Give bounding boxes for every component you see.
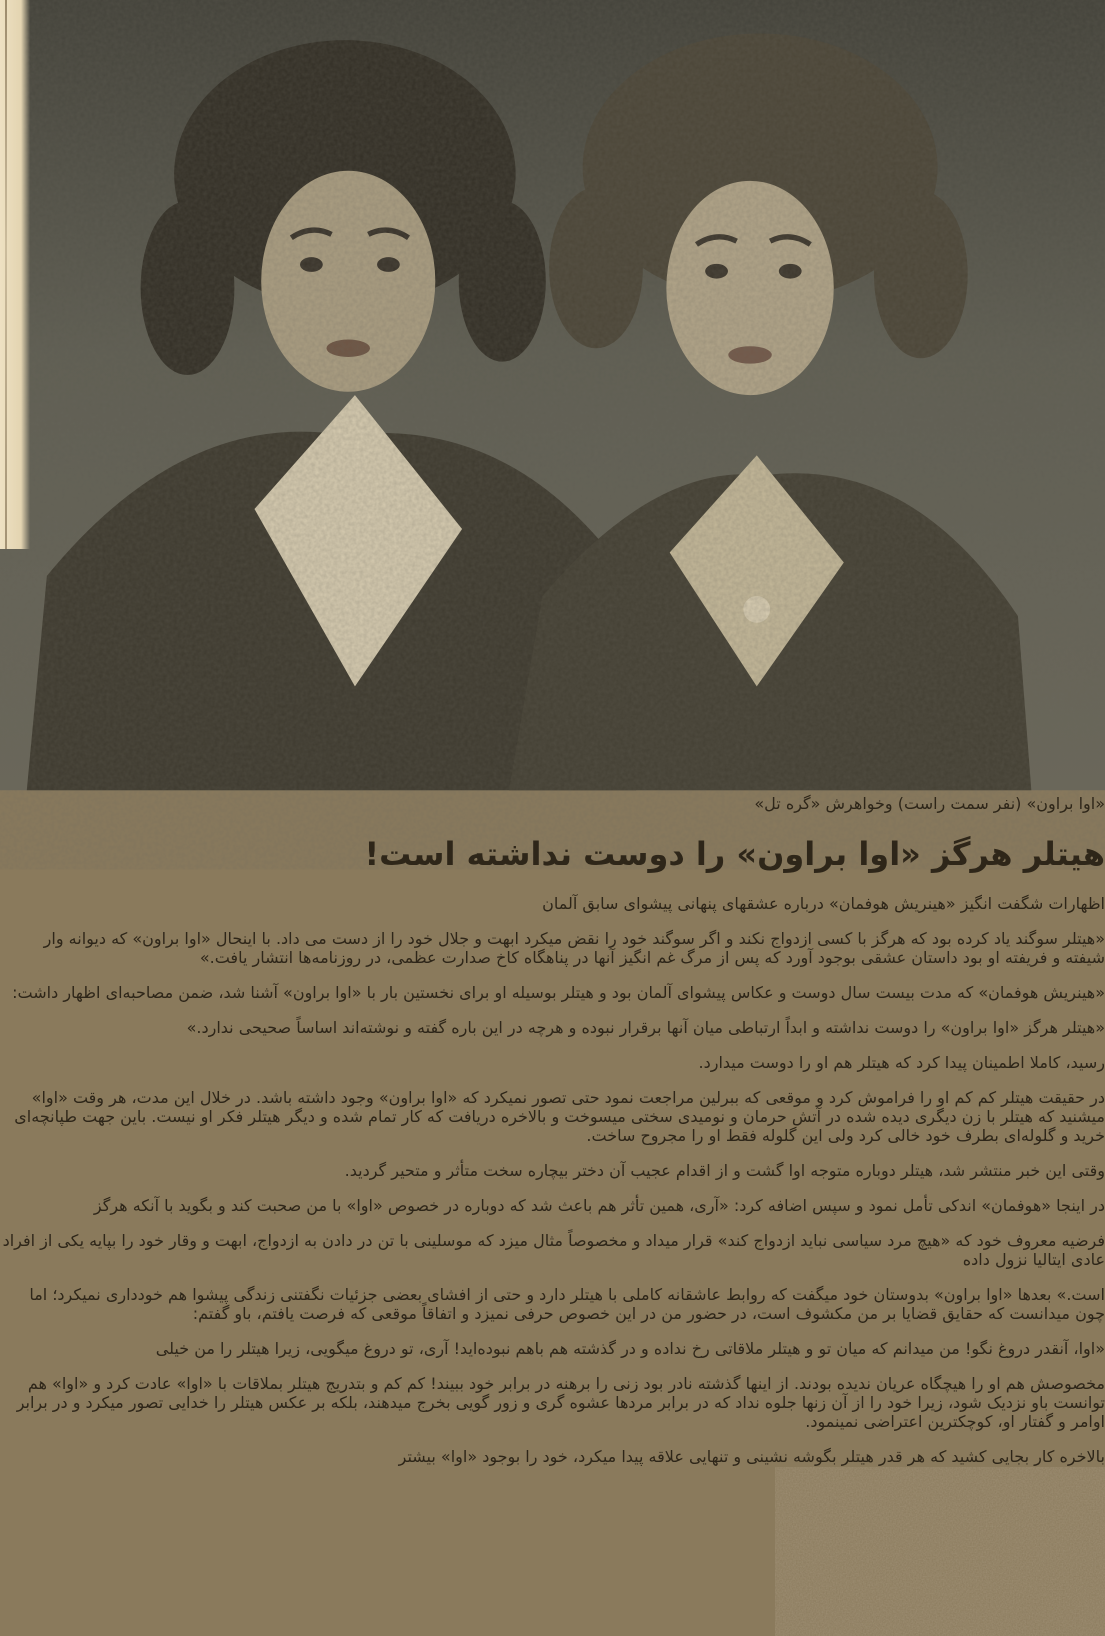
article-column-4-below-photo (0, 1374, 1105, 1466)
subtitle: اظهارات شگفت انگیز «هینریش هوفمان» درباره عشقهای پنهانی پیشوای سابق آلمان (542, 894, 1105, 914)
article-paragraph: «هینریش هوفمان» که مدت بیست سال دوست و عکاس پیشوای آلمان بود و هیتلر بوسیله او برای نخستین بار با «اوا براون» آشنا شد، ضمن مصاحبه‌ای اظهار داشت: (12, 983, 1105, 1003)
page-fold-line (5, 0, 7, 549)
article-column-3-beside-photo (0, 1231, 1105, 1269)
article-column-1 (0, 929, 1105, 1037)
article-column-3-below-photo (0, 1285, 1105, 1358)
article-paragraph: «اوا، آنقدر دروغ نگو! من میدانم که میان تو و هیتلر ملاقاتی رخ نداده و در گذشته هم باهم نبوده‌اید! آری، تو دروغ میگویی، زیرا هیتلر را من خیلی (155, 1339, 1105, 1359)
photo-eva-braun-and-sister (0, 0, 1105, 794)
headline: هیتلر هرگز «اوا براون» را دوست نداشته است! (364, 834, 1105, 873)
article-paragraph: در اینجا «هوفمان» اندکی تأمل نمود و سپس اضافه کرد: «آری، همین تأثر هم باعث شد که دوباره در خصوص «اوا» با من صحبت کند و بگوید با آنکه هرگز (93, 1196, 1105, 1216)
article-column-2 (0, 1053, 1105, 1215)
halftone-photo-illustration (0, 0, 1105, 790)
article-paragraph: «هیتلر هرگز «اوا براون» را دوست نداشته و ابداً ارتباطی میان آنها برقرار نبوده و هرچه در این باره گفته و نوشته‌اند اساساً صحیحی ندارد.» (186, 1018, 1105, 1038)
article-paragraph: بالاخره کار بجایی کشید که هر قدر هیتلر بگوشه نشینی و تنهایی علاقه پیدا میکرد، خود را بوجود «اوا» بیشتر (398, 1447, 1105, 1467)
article-paragraph: رسید، کاملا اطمینان پیدا کرد که هیتلر هم او را دوست میدارد. (698, 1053, 1105, 1073)
article-paragraph: در حقیقت هیتلر کم کم او را فراموش کرد و موقعی که ببرلین مراجعت نمود حتی تصور نمیکرد که «اوا براون» وجود داشته باشد. در خلال این مدت، هر وقت «اوا» میشنید که هیتلر با زن دیگری دیده شده در آتش حرمان و نومیدی سختی میسوخت و بالاخره دریافت که کار تمام شده و دیگر هیتلر فکر او نیست. باین جهت طپانچه‌ای خرید و گلوله‌ای بطرف خود خالی کرد ولی این گلوله فقط او را مجروح ساخت. (14, 1088, 1105, 1146)
photo-caption: «اوا براون» (نفر سمت راست) وخواهرش «گره تل» (754, 794, 1105, 814)
paper-grain-overlay (805, 1482, 1105, 1632)
article-paragraph: مخصوصش هم او را هیچگاه عریان ندیده بودند. از اینها گذشته نادر بود زنی را برهنه در برابر خود ببیند! کم کم و بتدریج هیتلر بملاقات با «اوا» عادت کرد و «اوا» هم توانست باو نزدیک شود، زیرا خود را از آن زنها جلوه نداد که در برابر مردها عشوه گری و زور گویی بخرج میدهند، بلکه بر عکس هیتلر را خدایی تصور میکرد و در برابر اوامر و گفتار او، کوچکترین اعتراضی نمینمود. (16, 1374, 1105, 1432)
article-paragraph: فرضیه معروف خود که «هیچ مرد سیاسی نباید ازدواج کند» قرار میداد و مخصوصاً مثال میزد که موسلینی با تن در دادن به ازدواج، ابهت و وقار خود را بپایه یکی از افراد عادی ایتالیا نزول داده (2, 1231, 1105, 1270)
article-paragraph: وقتی این خبر منتشر شد، هیتلر دوباره متوجه اوا گشت و از اقدام عجیب آن دختر بیچاره سخت متأثر و متحیر گردید. (344, 1161, 1105, 1181)
article-paragraph: «هیتلر سوگند یاد کرده بود که هرگز با کسی ازدواج نکند و اگر سوگند خود را نقض میکرد ابهت و جلال خود را از دست می داد. با اینحال «اوا براون» که دیوانه وار شیفته و فریفته او بود داستان عشقی بوجود آورد که پس از مرگ غم انگیز آنها در پناهگاه کاخ صدارت عظمی، در روزنامه‌ها انتشار یافت.» (43, 929, 1105, 968)
page-gutter-shadow (1077, 0, 1105, 549)
article-paragraph: است.» بعدها «اوا براون» بدوستان خود میگفت که روابط عاشقانه کاملی با هیتلر دارد و حتی از افشای بعضی جزئیات نگفتنی زندگی پیشوا هم خودداری نمیکرد؛ اما چون میدانست که حقایق قضایا بر من مکشوف است، در حضور من در این خصوص حرفی نمیزد و اتفاقاً موقعی که فرصت یافتم، باو گفتم: (29, 1285, 1105, 1324)
